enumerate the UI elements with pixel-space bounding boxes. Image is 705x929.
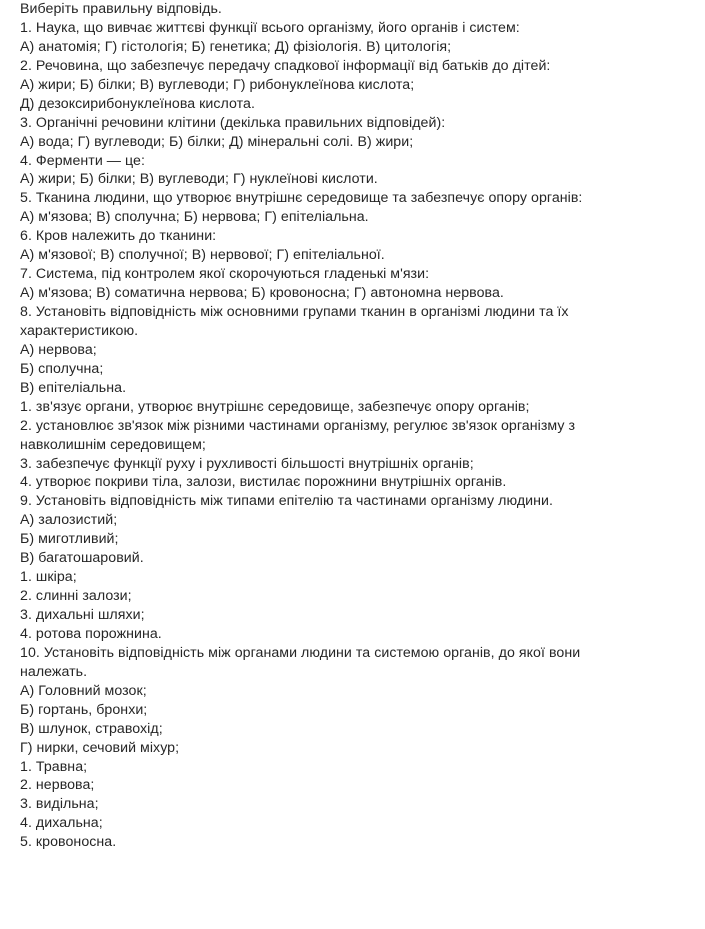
question-9-match-1: 1. шкіра; bbox=[20, 569, 77, 586]
question-1-options: А) анатомія; Г) гістологія; Б) генетика; Д) фізіологія. В) цитологія; bbox=[20, 38, 452, 55]
instruction-line: Виберіть правильну відповідь. bbox=[20, 1, 222, 17]
question-9-option-b: Б) миготливий; bbox=[20, 531, 119, 548]
question-3-options: А) вода; Г) вуглеводи; Б) білки; Д) мінеральні солі. В) жири; bbox=[20, 133, 414, 150]
question-6: 6. Кров належить до тканини: bbox=[20, 228, 217, 245]
question-8-option-b: Б) сполучна; bbox=[20, 360, 104, 377]
question-10-match-1: 1. Травна; bbox=[20, 758, 88, 775]
question-8-match-2: 2. установлює зв'язок між різними частинами організму, регулює зв'язок організму з bbox=[20, 417, 576, 434]
question-7: 7. Система, під контролем якої скорочуються гладенькі м'язи: bbox=[20, 266, 430, 283]
question-9-match-3: 3. дихальні шляхи; bbox=[20, 607, 145, 623]
question-10-match-5: 5. кровоносна. bbox=[20, 834, 117, 851]
question-2-options-continued: Д) дезоксирибонуклеїнова кислота. bbox=[20, 95, 255, 112]
question-4-options: А) жири; Б) білки; В) вуглеводи; Г) нуклеїнові кислоти. bbox=[20, 171, 378, 188]
question-10: 10. Установіть відповідність між органами людини та системою органів, до якої вони bbox=[20, 644, 581, 661]
question-8-match-3: 3. забезпечує функції руху і рухливості більшості внутрішніх органів; bbox=[20, 455, 474, 472]
question-10-match-4: 4. дихальна; bbox=[20, 815, 103, 832]
question-10-option-a: А) Головний мозок; bbox=[20, 682, 147, 699]
question-4: 4. Ферменти — це: bbox=[20, 152, 145, 169]
question-9-option-c: В) багатошаровий. bbox=[20, 550, 144, 567]
question-7-options: А) м'язова; В) соматична нервова; Б) кровоносна; Г) автономна нервова. bbox=[20, 285, 504, 302]
question-8-match-4: 4. утворює покриви тіла, залози, вистилає порожнини внутрішніх органів. bbox=[20, 474, 507, 491]
question-8-match-2-continued: навколишнім середовищем; bbox=[20, 436, 206, 453]
question-9-option-a: А) залозистий; bbox=[20, 512, 118, 529]
question-10-match-2: 2. нервова; bbox=[20, 777, 95, 794]
question-8-option-c: В) епітеліальна. bbox=[20, 379, 127, 396]
question-8-option-a: А) нервова; bbox=[20, 341, 97, 358]
question-10-option-b: Б) гортань, бронхи; bbox=[20, 701, 148, 718]
question-9-match-4: 4. ротова порожнина. bbox=[20, 625, 162, 642]
document-text bbox=[20, 0, 700, 852]
question-9: 9. Установіть відповідність між типами епітелію та частинами організму людини. bbox=[20, 493, 553, 510]
question-10-option-c: В) шлунок, стравохід; bbox=[20, 720, 163, 737]
question-2: 2. Речовина, що забезпечує передачу спадкової інформації від батьків до дітей: bbox=[20, 57, 551, 74]
question-8: 8. Установіть відповідність між основними групами тканин в організмі людини та їх bbox=[20, 304, 569, 320]
question-10-continued: належать. bbox=[20, 663, 88, 680]
question-2-options: А) жири; Б) білки; В) вуглеводи; Г) рибонуклеїнова кислота; bbox=[20, 76, 415, 93]
question-1: 1. Наука, що вивчає життєві функції всього організму, його органів і систем: bbox=[20, 19, 520, 36]
question-10-option-d: Г) нирки, сечовий міхур; bbox=[20, 739, 180, 756]
question-8-continued: характеристикою. bbox=[20, 322, 139, 339]
question-5: 5. Тканина людини, що утворює внутрішнє середовище та забезпечує опору органів: bbox=[20, 190, 583, 207]
question-3: 3. Органічні речовини клітини (декілька правильних відповідей): bbox=[20, 114, 446, 131]
question-9-match-2: 2. слинні залози; bbox=[20, 588, 132, 605]
question-8-match-1: 1. зв'язує органи, утворює внутрішнє середовище, забезпечує опору органів; bbox=[20, 398, 530, 415]
question-10-match-3: 3. видільна; bbox=[20, 796, 99, 813]
question-5-options: А) м'язова; В) сполучна; Б) нервова; Г) епітеліальна. bbox=[20, 209, 369, 226]
question-6-options: А) м'язової; В) сполучної; В) нервової; Г) епітеліальної. bbox=[20, 247, 385, 264]
